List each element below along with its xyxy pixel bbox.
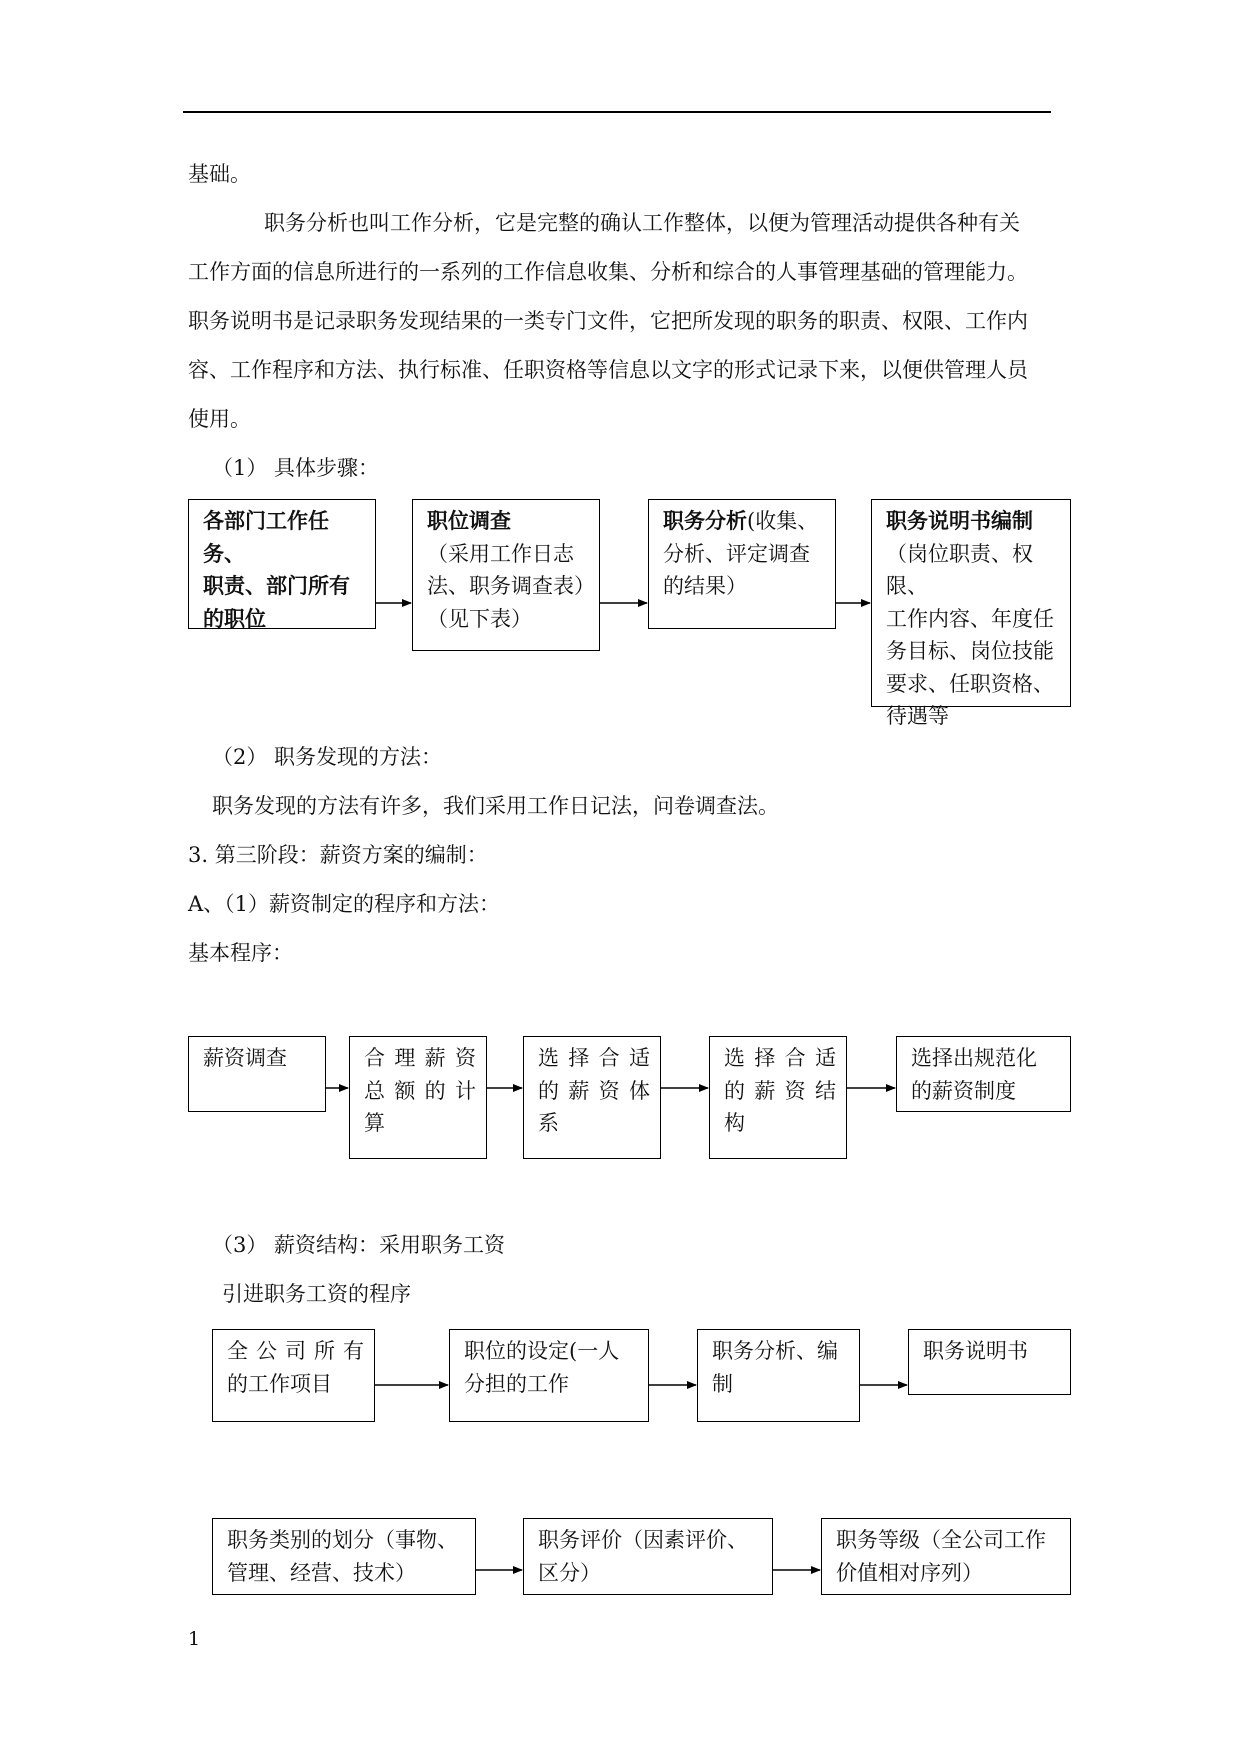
- paragraph-line: 容、工作程序和方法、执行标准、任职资格等信息以文字的形式记录下来，以便供管理人员: [188, 358, 1028, 382]
- paragraph-line: 使用。: [188, 407, 251, 431]
- section-heading: 3. 第三阶段：薪资方案的编制：: [188, 843, 488, 867]
- flow4-box-job-categories: [212, 1518, 476, 1595]
- flow3-box-job-description: [908, 1329, 1071, 1395]
- flow1-box4-title: 职务说明书编制: [886, 508, 1033, 533]
- flow1-box1-line: 职责、部门所有: [203, 573, 350, 598]
- flow3-box2-line: 职位的设定(一人: [464, 1339, 620, 1363]
- flow1-box2-title: 职位调查: [427, 508, 511, 533]
- section-heading: （1） 具体步骤：: [212, 456, 380, 480]
- flow3-box3-line: 制: [712, 1371, 733, 1396]
- flow1-box4-line: （岗位职责、权限、: [886, 541, 1033, 598]
- paragraph-line: 职务发现的方法有许多，我们采用工作日记法，问卷调查法。: [212, 794, 779, 818]
- flow1-box3-line: 分析、评定调查: [663, 541, 810, 566]
- flow1-box2-line: （见下表）: [427, 606, 532, 631]
- flow1-box-job-analysis: [648, 499, 836, 629]
- flow3-box1-line: 的工作项目: [227, 1371, 332, 1396]
- paragraph-line: 基础。: [188, 162, 251, 186]
- flow1-box-departments: [188, 499, 376, 629]
- flow3-box3-line: 职务分析、编: [712, 1339, 838, 1363]
- flow3-box-job-analysis: [697, 1329, 860, 1422]
- flow4-box3-line: 职务等级（全公司工作: [836, 1528, 1046, 1552]
- paragraph-line: 基本程序：: [188, 941, 293, 965]
- flow1-box4-line: 务目标、岗位技能: [886, 639, 1054, 663]
- flow1-box1-line: 各部门工作任务、: [203, 508, 329, 566]
- flow1-box4-line: 待遇等: [886, 704, 949, 728]
- flow1-box3-line: 的结果）: [663, 574, 747, 598]
- flow2-box-salary-system: [523, 1036, 661, 1159]
- flow3-box4-line: 职务说明书: [923, 1339, 1028, 1363]
- flow4-box3-line: 价值相对序列）: [836, 1560, 983, 1585]
- flow1-box3-line: (收集、: [747, 509, 819, 533]
- flow4-box1-line: 管理、经营、技术）: [227, 1560, 416, 1585]
- flow4-box2-line: 区分）: [538, 1560, 601, 1585]
- flow1-box3-title: 职务分析: [663, 508, 747, 533]
- flow2-box1-line: 薪资调查: [203, 1046, 287, 1070]
- flow2-box4-line: 选择合适: [724, 1046, 836, 1070]
- paragraph-line: 职务分析也叫工作分析，它是完整的确认工作整体，以便为管理活动提供各种有关: [264, 211, 1020, 235]
- flow1-box4-line: 工作内容、年度任: [886, 606, 1054, 631]
- flow2-box-salary-policy: [896, 1036, 1071, 1112]
- paragraph-line: 引进职务工资的程序: [222, 1282, 411, 1306]
- page-number: 1: [188, 1628, 201, 1650]
- flow4-box-job-grades: [821, 1518, 1071, 1595]
- flow3-box1-line: 全公司所有: [227, 1339, 364, 1363]
- flow3-box-position-setting: [449, 1329, 649, 1422]
- flow1-box4-line: 要求、任职资格、: [886, 671, 1054, 696]
- flow3-box-work-items: [212, 1329, 375, 1422]
- paragraph-line: 工作方面的信息所进行的一系列的工作信息收集、分析和综合的人事管理基础的管理能力。: [188, 260, 1028, 284]
- section-heading: A、（1）薪资制定的程序和方法：: [188, 892, 501, 916]
- paragraph-line: 职务说明书是记录职务发现结果的一类专门文件，它把所发现的职务的职责、权限、工作内: [188, 309, 1028, 333]
- flow2-box4-line: 的薪资结: [724, 1078, 836, 1103]
- flow4-box1-line: 职务类别的划分（事物、: [227, 1528, 458, 1552]
- flow2-box-salary-structure: [709, 1036, 847, 1159]
- flow1-box2-line: （采用工作日志: [427, 541, 574, 566]
- flow2-box2-line: 算: [364, 1111, 385, 1135]
- flow2-box3-line: 选择合适: [538, 1046, 650, 1070]
- flow2-box5-line: 选择出规范化: [911, 1046, 1037, 1070]
- header-rule: [183, 111, 1051, 113]
- section-heading: （2） 职务发现的方法：: [212, 745, 443, 769]
- flow3-box2-line: 分担的工作: [464, 1371, 569, 1396]
- flow1-box-job-description: [871, 499, 1071, 728]
- flow1-box1-line: 的职位: [203, 605, 266, 631]
- flow2-box2-line: 合理薪资: [364, 1046, 476, 1070]
- flow4-box2-line: 职务评价（因素评价、: [538, 1528, 748, 1552]
- flow2-box4-line: 构: [724, 1111, 745, 1135]
- flow2-box-salary-survey: [188, 1036, 326, 1112]
- flow4-box-job-evaluation: [523, 1518, 773, 1595]
- flow2-box3-line: 系: [538, 1111, 559, 1135]
- section-heading: （3） 薪资结构：采用职务工资: [212, 1233, 506, 1257]
- flow1-box-position-survey: [412, 499, 600, 651]
- flow2-box2-line: 总额的计: [364, 1078, 476, 1103]
- flow2-box3-line: 的薪资体: [538, 1078, 650, 1103]
- flow1-box2-line: 法、职务调查表）: [427, 574, 595, 598]
- flow2-box-total-salary: [349, 1036, 487, 1159]
- flow2-box5-line: 的薪资制度: [911, 1078, 1016, 1103]
